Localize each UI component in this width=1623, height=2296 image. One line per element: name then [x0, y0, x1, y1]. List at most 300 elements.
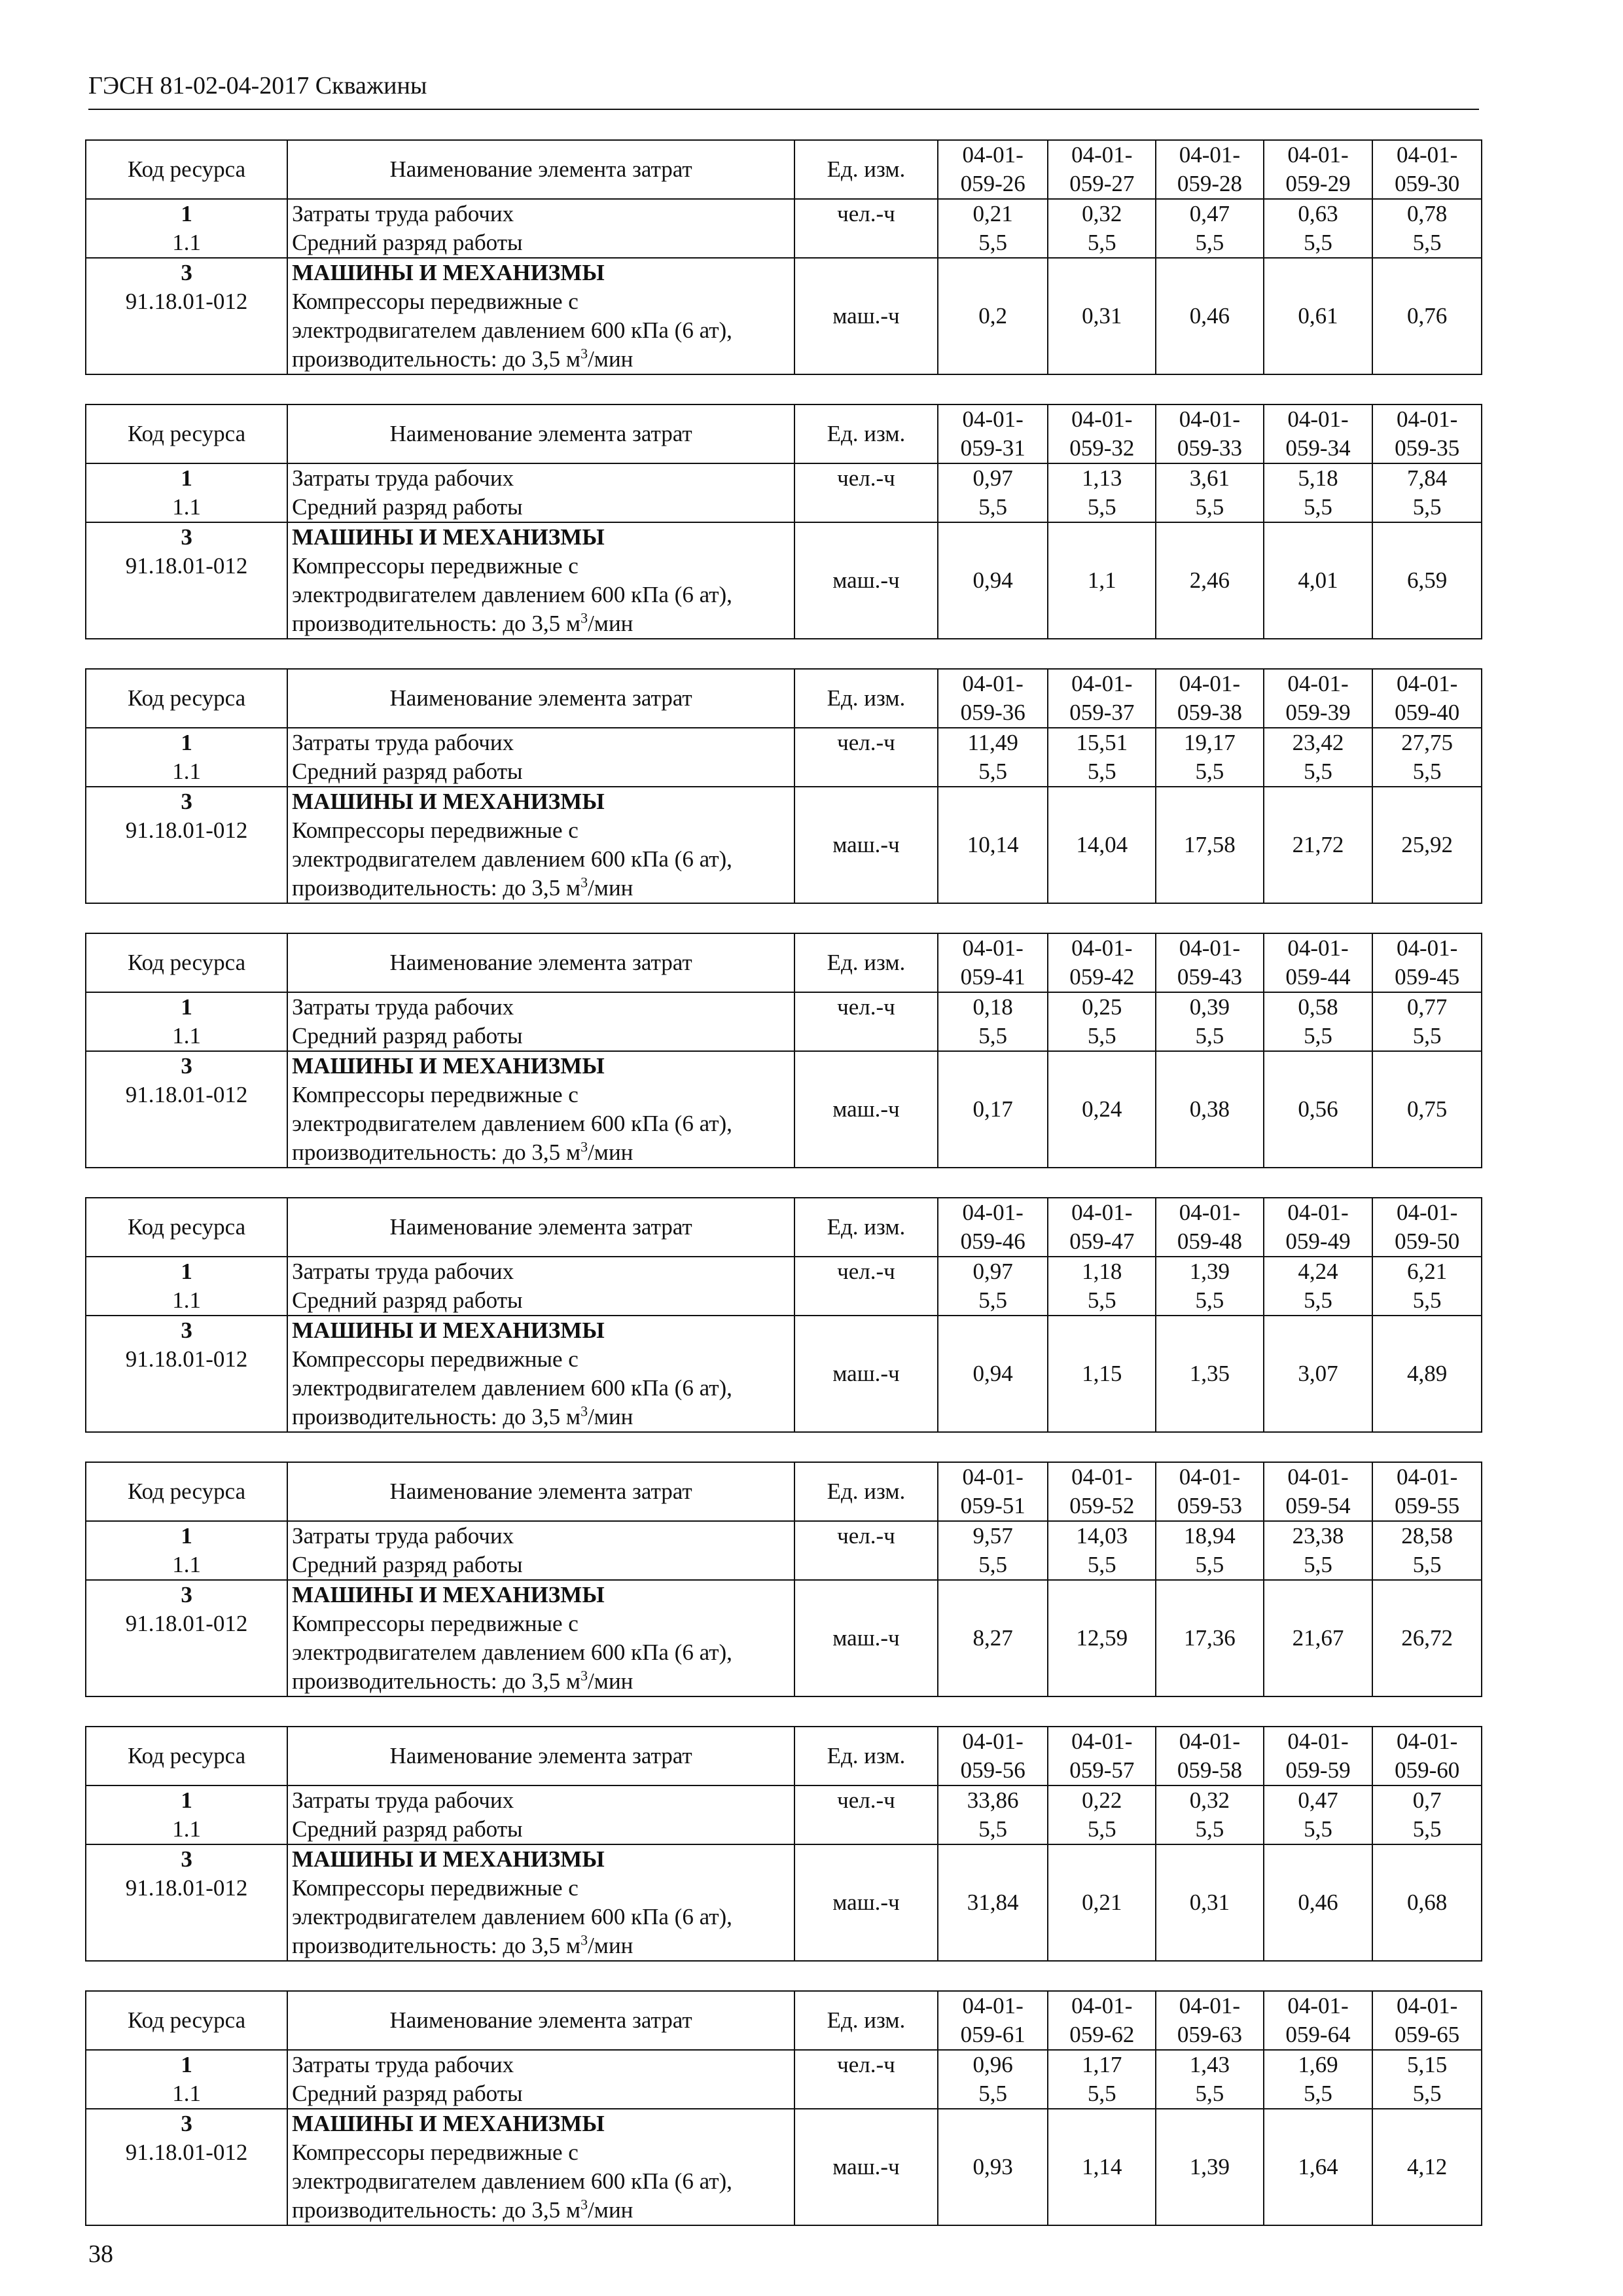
grade-value: 5,5 [1087, 1287, 1116, 1313]
grade-code: 1.1 [172, 2081, 201, 2106]
machine-value: 2,46 [1156, 522, 1264, 639]
labor-value: 6,21 [1407, 1259, 1448, 1284]
labor-value: 0,39 [1189, 994, 1230, 1020]
labor-name: Затраты труда рабочих [292, 1523, 514, 1549]
header-norm-code: 04-01-059-65 [1372, 1991, 1482, 2050]
header-norm-code: 04-01-059-35 [1372, 404, 1482, 463]
grade-value: 5,5 [1195, 1287, 1224, 1313]
machine-code: 91.18.01-012 [125, 1082, 248, 1107]
machines-title: МАШИНЫ И МЕХАНИЗМЫ [292, 1053, 605, 1079]
header-norm-code: 04-01-059-36 [938, 669, 1048, 728]
machines-title: МАШИНЫ И МЕХАНИЗМЫ [292, 2111, 605, 2136]
header-norm-code: 04-01-059-27 [1048, 140, 1156, 199]
grade-value: 5,5 [978, 1552, 1008, 1577]
header-norm-code: 04-01-059-55 [1372, 1462, 1482, 1521]
labor-name: Затраты труда рабочих [292, 730, 514, 755]
labor-value: 23,38 [1292, 1523, 1344, 1549]
machine-value: 0,17 [938, 1051, 1048, 1168]
machine-value: 25,92 [1372, 787, 1482, 903]
labor-value: 5,15 [1407, 2052, 1448, 2077]
labor-value: 23,42 [1292, 730, 1344, 755]
labor-value: 1,69 [1298, 2052, 1338, 2077]
header-rule [88, 109, 1479, 110]
header-unit: Ед. изм. [794, 669, 938, 728]
table-header-row [86, 1462, 1482, 1521]
header-norm-code: 04-01-059-39 [1264, 669, 1373, 728]
machine-code: 91.18.01-012 [125, 1346, 248, 1372]
grade-value: 5,5 [1087, 230, 1116, 255]
header-norm-code: 04-01-059-33 [1156, 404, 1264, 463]
page-number: 38 [88, 2240, 113, 2268]
header-name: Наименование элемента затрат [287, 140, 794, 199]
machine-name-line-2: электродвигателем давлением 600 кПа (6 ат), [292, 582, 732, 607]
labor-value: 1,18 [1082, 1259, 1122, 1284]
labor-code: 1 [181, 2052, 192, 2077]
machine-name-line-1: Компрессоры передвижные с [292, 1875, 579, 1901]
labor-value: 1,39 [1189, 1259, 1230, 1284]
grade-value: 5,5 [1087, 494, 1116, 520]
machine-value: 0,46 [1264, 1844, 1373, 1961]
header-norm-code: 04-01-059-53 [1156, 1462, 1264, 1521]
labor-code: 1 [181, 730, 192, 755]
grade-value: 5,5 [1195, 759, 1224, 784]
machine-unit: маш.-ч [794, 2109, 938, 2225]
header-unit: Ед. изм. [794, 1991, 938, 2050]
labor-value: 0,78 [1407, 201, 1448, 226]
machines-code: 3 [181, 2111, 192, 2136]
labor-value: 11,49 [967, 730, 1018, 755]
header-name: Наименование элемента затрат [287, 933, 794, 992]
machine-value: 17,58 [1156, 787, 1264, 903]
machines-title: МАШИНЫ И МЕХАНИЗМЫ [292, 1582, 605, 1607]
grade-code: 1.1 [172, 1023, 201, 1049]
machine-value: 6,59 [1372, 522, 1482, 639]
grade-value: 5,5 [1304, 2081, 1332, 2106]
machine-unit: маш.-ч [794, 258, 938, 374]
labor-value: 0,32 [1082, 201, 1122, 226]
machine-value: 21,67 [1264, 1580, 1373, 1696]
header-unit: Ед. изм. [794, 933, 938, 992]
labor-unit: чел.-ч [837, 2052, 895, 2077]
header-code: Код ресурса [86, 933, 287, 992]
machines-title: МАШИНЫ И МЕХАНИЗМЫ [292, 524, 605, 550]
labor-name: Затраты труда рабочих [292, 994, 514, 1020]
norm-table [85, 404, 1482, 639]
header-norm-code: 04-01-059-58 [1156, 1727, 1264, 1785]
labor-value: 0,96 [972, 2052, 1013, 2077]
labor-row [86, 199, 1482, 258]
machine-value: 0,94 [938, 1316, 1048, 1432]
machines-row [86, 258, 1482, 374]
machine-unit: маш.-ч [794, 1316, 938, 1432]
header-norm-code: 04-01-059-51 [938, 1462, 1048, 1521]
grade-name: Средний разряд работы [292, 1552, 523, 1577]
machine-name-line-3: производительность: до 3,5 $м^3$/мин [292, 2196, 633, 2223]
machine-value: 0,46 [1156, 258, 1264, 374]
header-norm-code: 04-01-059-60 [1372, 1727, 1482, 1785]
machine-value: 21,72 [1264, 787, 1373, 903]
machines-row [86, 1580, 1482, 1696]
table-header-row [86, 1991, 1482, 2050]
labor-row [86, 728, 1482, 787]
machine-name-line-3: производительность: до 3,5 $м^3$/мин [292, 345, 633, 372]
labor-value: 0,21 [972, 201, 1013, 226]
machine-name-line-3: производительность: до 3,5 $м^3$/мин [292, 1667, 633, 1694]
machines-title: МАШИНЫ И МЕХАНИЗМЫ [292, 260, 605, 285]
grade-value: 5,5 [1195, 1816, 1224, 1842]
labor-unit: чел.-ч [837, 994, 895, 1020]
labor-name: Затраты труда рабочих [292, 1787, 514, 1813]
machine-code: 91.18.01-012 [125, 1875, 248, 1901]
header-norm-code: 04-01-059-50 [1372, 1198, 1482, 1257]
grade-value: 5,5 [1304, 759, 1332, 784]
labor-unit: чел.-ч [837, 1259, 895, 1284]
header-unit: Ед. изм. [794, 1462, 938, 1521]
grade-name: Средний разряд работы [292, 1023, 523, 1049]
header-code: Код ресурса [86, 404, 287, 463]
header-norm-code: 04-01-059-52 [1048, 1462, 1156, 1521]
machine-name-line-1: Компрессоры передвижные с [292, 1082, 579, 1107]
labor-unit: чел.-ч [837, 1523, 895, 1549]
machine-value: 0,94 [938, 522, 1048, 639]
header-code: Код ресурса [86, 1462, 287, 1521]
machines-code: 3 [181, 260, 192, 285]
norm-table [85, 1197, 1482, 1433]
grade-code: 1.1 [172, 759, 201, 784]
grade-value: 5,5 [978, 759, 1008, 784]
header-norm-code: 04-01-059-32 [1048, 404, 1156, 463]
machines-code: 3 [181, 1053, 192, 1079]
machine-value: 0,2 [938, 258, 1048, 374]
grade-value: 5,5 [1304, 1816, 1332, 1842]
labor-code: 1 [181, 1523, 192, 1549]
grade-value: 5,5 [978, 494, 1008, 520]
labor-value: 19,17 [1184, 730, 1236, 755]
machine-value: 10,14 [938, 787, 1048, 903]
header-norm-code: 04-01-059-40 [1372, 669, 1482, 728]
machine-value: 14,04 [1048, 787, 1156, 903]
machine-name-line-1: Компрессоры передвижные с [292, 2140, 579, 2165]
machines-code: 3 [181, 1582, 192, 1607]
machines-row [86, 787, 1482, 903]
grade-code: 1.1 [172, 230, 201, 255]
machine-name-line-3: производительность: до 3,5 $м^3$/мин [292, 1403, 633, 1429]
header-norm-code: 04-01-059-31 [938, 404, 1048, 463]
machine-unit: маш.-ч [794, 1580, 938, 1696]
labor-value: 1,17 [1082, 2052, 1122, 2077]
labor-value: 0,7 [1412, 1787, 1442, 1813]
grade-value: 5,5 [1412, 1816, 1442, 1842]
header-code: Код ресурса [86, 1727, 287, 1785]
header-norm-code: 04-01-059-57 [1048, 1727, 1156, 1785]
grade-name: Средний разряд работы [292, 230, 523, 255]
header-unit: Ед. изм. [794, 1198, 938, 1257]
labor-row [86, 992, 1482, 1051]
grade-value: 5,5 [1195, 1552, 1224, 1577]
labor-value: 0,32 [1189, 1787, 1230, 1813]
grade-name: Средний разряд работы [292, 494, 523, 520]
machines-title: МАШИНЫ И МЕХАНИЗМЫ [292, 789, 605, 814]
labor-row [86, 1785, 1482, 1844]
norm-table [85, 139, 1482, 375]
grade-value: 5,5 [978, 2081, 1008, 2106]
labor-name: Затраты труда рабочих [292, 201, 514, 226]
grade-value: 5,5 [1195, 494, 1224, 520]
machine-value: 26,72 [1372, 1580, 1482, 1696]
grade-name: Средний разряд работы [292, 1816, 523, 1842]
norm-table [85, 668, 1482, 904]
labor-value: 9,57 [972, 1523, 1013, 1549]
machine-value: 1,64 [1264, 2109, 1373, 2225]
machine-name-line-2: электродвигателем давлением 600 кПа (6 ат), [292, 846, 732, 872]
machine-value: 1,35 [1156, 1316, 1264, 1432]
machine-value: 0,24 [1048, 1051, 1156, 1168]
header-norm-code: 04-01-059-38 [1156, 669, 1264, 728]
header-norm-code: 04-01-059-42 [1048, 933, 1156, 992]
machine-name-line-1: Компрессоры передвижные с [292, 817, 579, 843]
machine-name-line-3: производительность: до 3,5 $м^3$/мин [292, 1931, 633, 1958]
labor-value: 0,97 [972, 1259, 1013, 1284]
machine-name-line-2: электродвигателем давлением 600 кПа (6 ат), [292, 317, 732, 343]
labor-row [86, 1257, 1482, 1316]
machines-row [86, 1316, 1482, 1432]
header-norm-code: 04-01-059-59 [1264, 1727, 1373, 1785]
grade-value: 5,5 [1412, 1287, 1442, 1313]
header-norm-code: 04-01-059-41 [938, 933, 1048, 992]
labor-value: 15,51 [1076, 730, 1128, 755]
machine-name-line-2: электродвигателем давлением 600 кПа (6 ат), [292, 1111, 732, 1136]
machine-code: 91.18.01-012 [125, 553, 248, 579]
machine-name-line-1: Компрессоры передвижные с [292, 553, 579, 579]
machine-value: 0,68 [1372, 1844, 1482, 1961]
machine-value: 0,75 [1372, 1051, 1482, 1168]
labor-value: 0,25 [1082, 994, 1122, 1020]
header-norm-code: 04-01-059-43 [1156, 933, 1264, 992]
header-norm-code: 04-01-059-64 [1264, 1991, 1373, 2050]
labor-row [86, 2050, 1482, 2109]
grade-value: 5,5 [1412, 759, 1442, 784]
machine-value: 1,1 [1048, 522, 1156, 639]
grade-value: 5,5 [978, 230, 1008, 255]
labor-code: 1 [181, 1787, 192, 1813]
table-header-row [86, 1727, 1482, 1785]
grade-value: 5,5 [1412, 494, 1442, 520]
table-header-row [86, 1198, 1482, 1257]
machine-unit: маш.-ч [794, 522, 938, 639]
labor-name: Затраты труда рабочих [292, 465, 514, 491]
machine-value: 0,21 [1048, 1844, 1156, 1961]
labor-value: 3,61 [1189, 465, 1230, 491]
labor-value: 0,58 [1298, 994, 1338, 1020]
norm-table [85, 1990, 1482, 2226]
machine-value: 0,56 [1264, 1051, 1373, 1168]
header-norm-code: 04-01-059-48 [1156, 1198, 1264, 1257]
grade-value: 5,5 [1304, 1287, 1332, 1313]
labor-value: 0,47 [1298, 1787, 1338, 1813]
grade-name: Средний разряд работы [292, 759, 523, 784]
machines-title: МАШИНЫ И МЕХАНИЗМЫ [292, 1846, 605, 1872]
header-norm-code: 04-01-059-44 [1264, 933, 1373, 992]
machine-unit: маш.-ч [794, 1051, 938, 1168]
header-norm-code: 04-01-059-26 [938, 140, 1048, 199]
grade-value: 5,5 [1087, 1816, 1116, 1842]
grade-value: 5,5 [1304, 1023, 1332, 1049]
grade-value: 5,5 [1412, 2081, 1442, 2106]
labor-value: 33,86 [967, 1787, 1019, 1813]
norm-table [85, 933, 1482, 1168]
machines-code: 3 [181, 1846, 192, 1872]
header-norm-code: 04-01-059-63 [1156, 1991, 1264, 2050]
header-norm-code: 04-01-059-62 [1048, 1991, 1156, 2050]
machine-name-line-1: Компрессоры передвижные с [292, 1611, 579, 1636]
grade-value: 5,5 [978, 1287, 1008, 1313]
grade-value: 5,5 [1412, 1023, 1442, 1049]
machine-value: 4,89 [1372, 1316, 1482, 1432]
labor-unit: чел.-ч [837, 465, 895, 491]
table-header-row [86, 933, 1482, 992]
labor-name: Затраты труда рабочих [292, 2052, 514, 2077]
machine-value: 17,36 [1156, 1580, 1264, 1696]
machine-value: 0,31 [1048, 258, 1156, 374]
table-header-row [86, 669, 1482, 728]
grade-value: 5,5 [1304, 1552, 1332, 1577]
header-norm-code: 04-01-059-37 [1048, 669, 1156, 728]
grade-value: 5,5 [1412, 230, 1442, 255]
labor-value: 7,84 [1407, 465, 1448, 491]
header-code: Код ресурса [86, 1198, 287, 1257]
labor-value: 1,13 [1082, 465, 1122, 491]
grade-value: 5,5 [1195, 1023, 1224, 1049]
header-name: Наименование элемента затрат [287, 1727, 794, 1785]
header-unit: Ед. изм. [794, 404, 938, 463]
header-unit: Ед. изм. [794, 1727, 938, 1785]
table-header-row [86, 404, 1482, 463]
grade-value: 5,5 [978, 1816, 1008, 1842]
machine-value: 1,15 [1048, 1316, 1156, 1432]
machine-code: 91.18.01-012 [125, 1611, 248, 1636]
labor-value: 28,58 [1401, 1523, 1454, 1549]
header-norm-code: 04-01-059-54 [1264, 1462, 1373, 1521]
labor-row [86, 1521, 1482, 1580]
labor-unit: чел.-ч [837, 201, 895, 226]
machine-value: 0,76 [1372, 258, 1482, 374]
machine-value: 31,84 [938, 1844, 1048, 1961]
labor-code: 1 [181, 201, 192, 226]
labor-code: 1 [181, 1259, 192, 1284]
grade-code: 1.1 [172, 1816, 201, 1842]
machines-code: 3 [181, 524, 192, 550]
labor-value: 18,94 [1184, 1523, 1236, 1549]
grade-value: 5,5 [1304, 230, 1332, 255]
machine-value: 0,93 [938, 2109, 1048, 2225]
labor-value: 0,18 [972, 994, 1013, 1020]
labor-value: 0,97 [972, 465, 1013, 491]
header-norm-code: 04-01-059-29 [1264, 140, 1373, 199]
header-norm-code: 04-01-059-49 [1264, 1198, 1373, 1257]
labor-unit: чел.-ч [837, 1787, 895, 1813]
machine-value: 3,07 [1264, 1316, 1373, 1432]
labor-code: 1 [181, 465, 192, 491]
grade-value: 5,5 [1087, 1552, 1116, 1577]
header-norm-code: 04-01-059-34 [1264, 404, 1373, 463]
header-norm-code: 04-01-059-30 [1372, 140, 1482, 199]
labor-name: Затраты труда рабочих [292, 1259, 514, 1284]
grade-code: 1.1 [172, 1552, 201, 1577]
machine-unit: маш.-ч [794, 1844, 938, 1961]
page-header-title: ГЭСН 81-02-04-2017 Скважины [88, 72, 427, 99]
machine-name-line-1: Компрессоры передвижные с [292, 1346, 579, 1372]
norm-table [85, 1462, 1482, 1697]
header-code: Код ресурса [86, 1991, 287, 2050]
machines-row [86, 1051, 1482, 1168]
labor-value: 0,77 [1407, 994, 1448, 1020]
header-norm-code: 04-01-059-56 [938, 1727, 1048, 1785]
labor-value: 4,24 [1298, 1259, 1338, 1284]
machine-value: 0,31 [1156, 1844, 1264, 1961]
tables-container [85, 139, 1482, 2255]
labor-value: 14,03 [1076, 1523, 1128, 1549]
machine-code: 91.18.01-012 [125, 289, 248, 314]
machine-value: 0,38 [1156, 1051, 1264, 1168]
grade-value: 5,5 [1412, 1552, 1442, 1577]
labor-row [86, 463, 1482, 522]
machine-name-line-2: электродвигателем давлением 600 кПа (6 ат), [292, 1640, 732, 1665]
machines-code: 3 [181, 1318, 192, 1343]
machine-name-line-3: производительность: до 3,5 $м^3$/мин [292, 1138, 633, 1165]
labor-unit: чел.-ч [837, 730, 895, 755]
machine-name-line-3: производительность: до 3,5 $м^3$/мин [292, 874, 633, 901]
header-norm-code: 04-01-059-45 [1372, 933, 1482, 992]
labor-value: 5,18 [1298, 465, 1338, 491]
machine-name-line-2: электродвигателем давлением 600 кПа (6 ат), [292, 1375, 732, 1401]
header-norm-code: 04-01-059-46 [938, 1198, 1048, 1257]
header-code: Код ресурса [86, 140, 287, 199]
header-name: Наименование элемента затрат [287, 669, 794, 728]
machine-value: 4,12 [1372, 2109, 1482, 2225]
header-code: Код ресурса [86, 669, 287, 728]
machine-value: 12,59 [1048, 1580, 1156, 1696]
machine-name-line-1: Компрессоры передвижные с [292, 289, 579, 314]
header-name: Наименование элемента затрат [287, 1198, 794, 1257]
header-unit: Ед. изм. [794, 140, 938, 199]
header-norm-code: 04-01-059-61 [938, 1991, 1048, 2050]
machines-title: МАШИНЫ И МЕХАНИЗМЫ [292, 1318, 605, 1343]
grade-value: 5,5 [1087, 2081, 1116, 2106]
machine-name-line-3: производительность: до 3,5 $м^3$/мин [292, 609, 633, 636]
grade-code: 1.1 [172, 494, 201, 520]
machine-value: 4,01 [1264, 522, 1373, 639]
grade-code: 1.1 [172, 1287, 201, 1313]
header-name: Наименование элемента затрат [287, 1991, 794, 2050]
labor-value: 1,43 [1189, 2052, 1230, 2077]
machine-value: 1,39 [1156, 2109, 1264, 2225]
labor-value: 0,22 [1082, 1787, 1122, 1813]
header-name: Наименование элемента затрат [287, 1462, 794, 1521]
grade-value: 5,5 [1195, 230, 1224, 255]
machines-row [86, 2109, 1482, 2225]
header-name: Наименование элемента затрат [287, 404, 794, 463]
header-norm-code: 04-01-059-28 [1156, 140, 1264, 199]
grade-value: 5,5 [1304, 494, 1332, 520]
machine-name-line-2: электродвигателем давлением 600 кПа (6 ат), [292, 2168, 732, 2194]
machine-value: 0,61 [1264, 258, 1373, 374]
norm-table [85, 1726, 1482, 1962]
grade-value: 5,5 [978, 1023, 1008, 1049]
machine-code: 91.18.01-012 [125, 817, 248, 843]
machine-code: 91.18.01-012 [125, 2140, 248, 2165]
grade-name: Средний разряд работы [292, 1287, 523, 1313]
grade-value: 5,5 [1195, 2081, 1224, 2106]
